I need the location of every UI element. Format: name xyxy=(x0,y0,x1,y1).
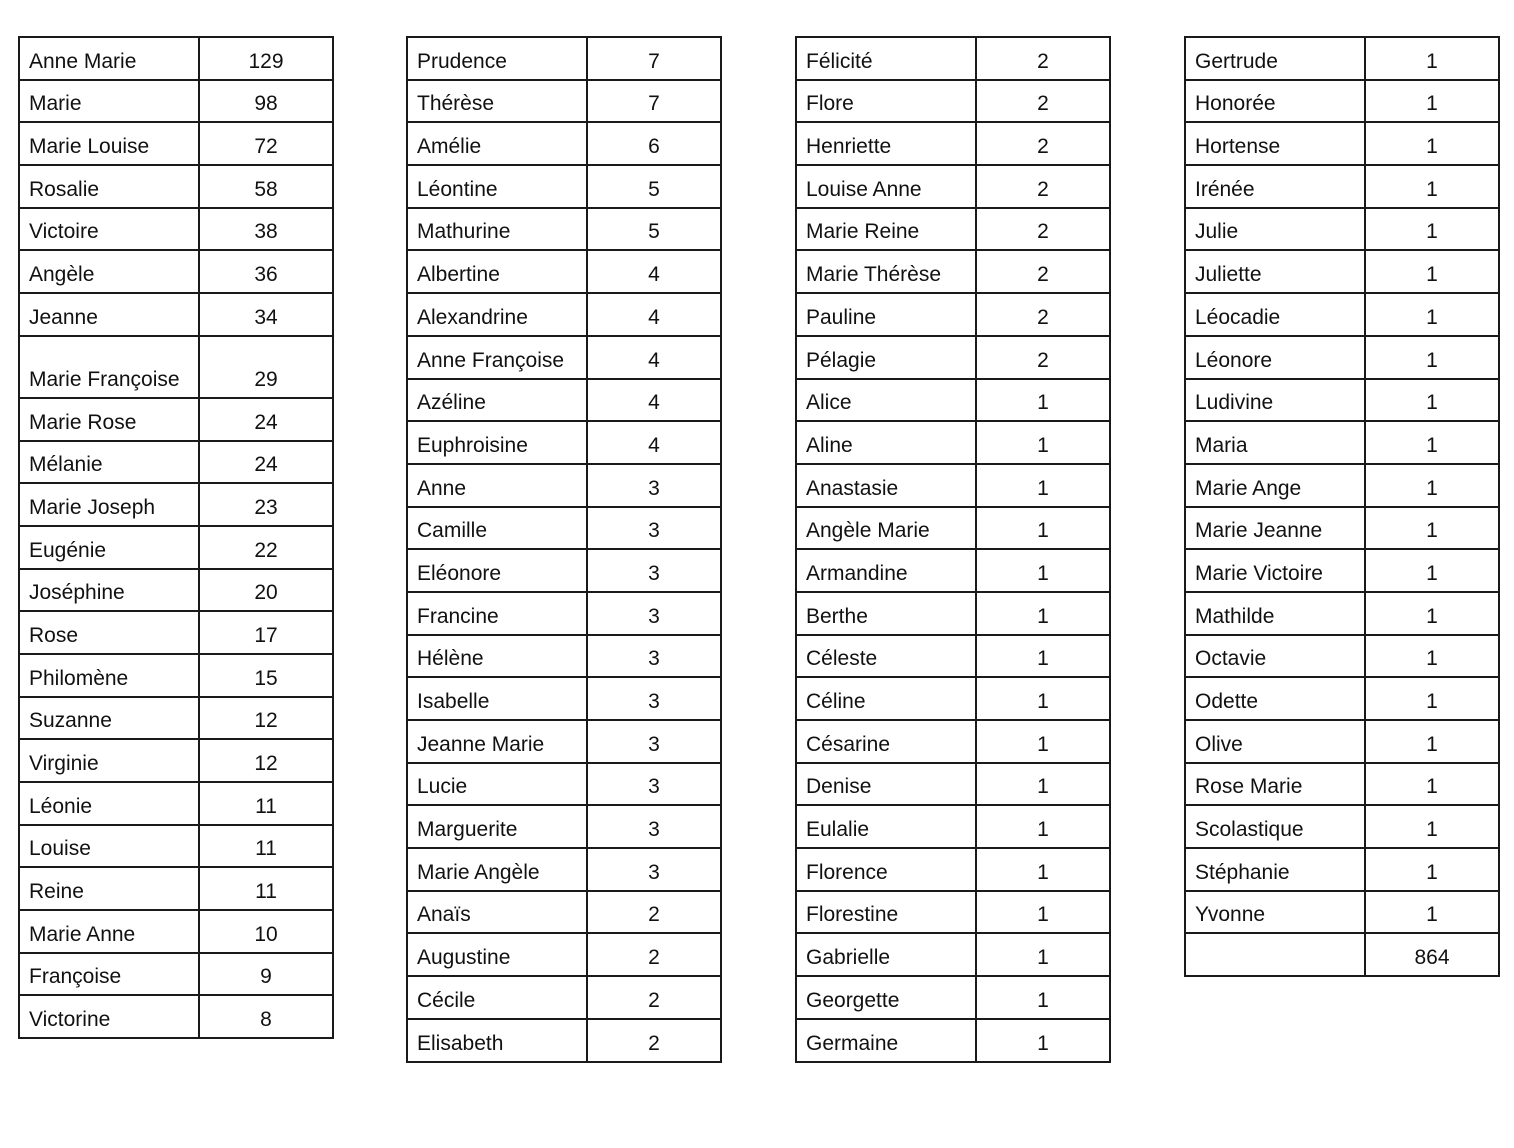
table-row xyxy=(796,848,1110,891)
table-row xyxy=(19,526,333,569)
name-cell xyxy=(1185,933,1365,976)
count-cell: 3 xyxy=(587,763,721,806)
count-cell: 1 xyxy=(976,933,1110,976)
name-cell: Marie Victoire xyxy=(1185,549,1365,592)
name-cell: Alice xyxy=(796,379,976,422)
count-cell: 1 xyxy=(1365,122,1499,165)
name-cell: Marie Reine xyxy=(796,208,976,251)
count-cell: 1 xyxy=(1365,379,1499,422)
table-row xyxy=(407,250,721,293)
count-cell: 3 xyxy=(587,635,721,678)
table-row xyxy=(407,208,721,251)
name-cell: Juliette xyxy=(1185,250,1365,293)
table-row xyxy=(796,165,1110,208)
name-cell: Pauline xyxy=(796,293,976,336)
table-row xyxy=(407,165,721,208)
count-cell: 7 xyxy=(587,80,721,123)
table-row xyxy=(19,398,333,441)
name-cell: Louise Anne xyxy=(796,165,976,208)
name-cell: Octavie xyxy=(1185,635,1365,678)
count-cell: 1 xyxy=(1365,805,1499,848)
name-cell: Jeanne xyxy=(19,293,199,336)
count-cell: 1 xyxy=(976,805,1110,848)
table-row xyxy=(19,995,333,1038)
name-cell: Honorée xyxy=(1185,80,1365,123)
count-cell: 11 xyxy=(199,782,333,825)
count-cell: 11 xyxy=(199,867,333,910)
name-cell: Prudence xyxy=(407,37,587,80)
name-cell: Mélanie xyxy=(19,441,199,484)
table-row xyxy=(1185,250,1499,293)
table-row xyxy=(796,635,1110,678)
count-cell: 7 xyxy=(587,37,721,80)
count-cell: 1 xyxy=(1365,421,1499,464)
count-cell: 3 xyxy=(587,720,721,763)
table-row xyxy=(407,848,721,891)
count-cell: 2 xyxy=(587,891,721,934)
name-cell: Pélagie xyxy=(796,336,976,379)
table-row xyxy=(796,507,1110,550)
name-cell: Flore xyxy=(796,80,976,123)
table-row xyxy=(1185,720,1499,763)
table-row xyxy=(796,208,1110,251)
table-row xyxy=(407,464,721,507)
name-cell: Marie Rose xyxy=(19,398,199,441)
table-row xyxy=(407,80,721,123)
table-row xyxy=(407,635,721,678)
count-cell: 4 xyxy=(587,250,721,293)
table-row xyxy=(407,720,721,763)
table-row xyxy=(407,933,721,976)
table-row xyxy=(19,336,333,398)
table-row xyxy=(407,805,721,848)
name-cell: Germaine xyxy=(796,1019,976,1062)
name-cell: Marie Jeanne xyxy=(1185,507,1365,550)
name-cell: Euphroisine xyxy=(407,421,587,464)
table-row xyxy=(1185,677,1499,720)
count-cell: 12 xyxy=(199,697,333,740)
table-row xyxy=(407,891,721,934)
table-row xyxy=(796,421,1110,464)
count-cell: 1 xyxy=(1365,549,1499,592)
table-row xyxy=(796,336,1110,379)
name-cell: Stéphanie xyxy=(1185,848,1365,891)
count-cell: 2 xyxy=(587,933,721,976)
name-cell: Léocadie xyxy=(1185,293,1365,336)
name-cell: Gertrude xyxy=(1185,37,1365,80)
table-row xyxy=(19,611,333,654)
count-cell: 1 xyxy=(1365,293,1499,336)
name-cell: Marguerite xyxy=(407,805,587,848)
name-cell: Isabelle xyxy=(407,677,587,720)
table-row xyxy=(796,464,1110,507)
count-cell: 1 xyxy=(1365,635,1499,678)
count-cell: 1 xyxy=(976,677,1110,720)
table-row xyxy=(1185,933,1499,976)
count-cell: 1 xyxy=(1365,677,1499,720)
count-cell: 3 xyxy=(587,677,721,720)
table-row xyxy=(19,37,333,80)
count-cell: 5 xyxy=(587,208,721,251)
name-cell: Florestine xyxy=(796,891,976,934)
names-table-2 xyxy=(406,36,722,1063)
name-cell: Berthe xyxy=(796,592,976,635)
table-row xyxy=(1185,549,1499,592)
table-row xyxy=(19,654,333,697)
table-row xyxy=(1185,421,1499,464)
name-cell: Georgette xyxy=(796,976,976,1019)
count-cell: 1 xyxy=(1365,891,1499,934)
table-row xyxy=(1185,464,1499,507)
table-row xyxy=(796,592,1110,635)
name-cell: Marie Thérèse xyxy=(796,250,976,293)
name-cell: Rose Marie xyxy=(1185,763,1365,806)
name-cell: Amélie xyxy=(407,122,587,165)
table-row xyxy=(1185,848,1499,891)
table-row xyxy=(1185,336,1499,379)
count-cell: 6 xyxy=(587,122,721,165)
count-cell: 11 xyxy=(199,825,333,868)
names-table-3 xyxy=(795,36,1111,1063)
name-cell: Francine xyxy=(407,592,587,635)
table-row xyxy=(1185,208,1499,251)
table-row xyxy=(796,250,1110,293)
count-cell: 1 xyxy=(1365,464,1499,507)
name-cell: Gabrielle xyxy=(796,933,976,976)
names-table-4 xyxy=(1184,36,1500,977)
table-row xyxy=(19,825,333,868)
count-cell: 29 xyxy=(199,336,333,398)
name-cell: Marie xyxy=(19,80,199,123)
count-cell: 1 xyxy=(976,507,1110,550)
table-row xyxy=(19,782,333,825)
name-cell: Julie xyxy=(1185,208,1365,251)
table-row xyxy=(1185,805,1499,848)
name-cell: Lucie xyxy=(407,763,587,806)
table-row xyxy=(19,250,333,293)
count-cell: 4 xyxy=(587,293,721,336)
table-row xyxy=(407,379,721,422)
table-row xyxy=(1185,891,1499,934)
count-cell: 2 xyxy=(976,80,1110,123)
count-cell: 24 xyxy=(199,398,333,441)
table-row xyxy=(1185,379,1499,422)
table-row xyxy=(796,891,1110,934)
name-cell: Anastasie xyxy=(796,464,976,507)
table-row xyxy=(407,421,721,464)
count-cell: 9 xyxy=(199,953,333,996)
count-cell: 24 xyxy=(199,441,333,484)
count-cell: 2 xyxy=(976,165,1110,208)
name-cell: Césarine xyxy=(796,720,976,763)
table-row xyxy=(407,293,721,336)
name-cell: Reine xyxy=(19,867,199,910)
table-row xyxy=(796,763,1110,806)
name-cell: Camille xyxy=(407,507,587,550)
count-cell: 1 xyxy=(1365,507,1499,550)
count-cell: 22 xyxy=(199,526,333,569)
count-cell: 1 xyxy=(1365,336,1499,379)
table-row xyxy=(407,37,721,80)
count-cell: 4 xyxy=(587,379,721,422)
count-cell: 2 xyxy=(976,293,1110,336)
count-cell: 1 xyxy=(976,549,1110,592)
table-row xyxy=(19,910,333,953)
name-cell: Céleste xyxy=(796,635,976,678)
count-cell: 1 xyxy=(976,464,1110,507)
name-cell: Jeanne Marie xyxy=(407,720,587,763)
name-cell: Mathilde xyxy=(1185,592,1365,635)
count-cell: 72 xyxy=(199,122,333,165)
count-cell: 3 xyxy=(587,464,721,507)
count-cell: 38 xyxy=(199,208,333,251)
table-row xyxy=(1185,80,1499,123)
table-row xyxy=(796,80,1110,123)
count-cell: 864 xyxy=(1365,933,1499,976)
table-row xyxy=(19,80,333,123)
name-cell: Françoise xyxy=(19,953,199,996)
table-row xyxy=(19,953,333,996)
table-row xyxy=(19,293,333,336)
table-row xyxy=(796,549,1110,592)
name-cell: Anaïs xyxy=(407,891,587,934)
count-cell: 129 xyxy=(199,37,333,80)
table-row xyxy=(407,1019,721,1062)
name-cell: Albertine xyxy=(407,250,587,293)
count-cell: 17 xyxy=(199,611,333,654)
name-cell: Léontine xyxy=(407,165,587,208)
name-cell: Henriette xyxy=(796,122,976,165)
name-cell: Virginie xyxy=(19,739,199,782)
table-row xyxy=(796,379,1110,422)
name-cell: Florence xyxy=(796,848,976,891)
count-cell: 2 xyxy=(976,37,1110,80)
name-cell: Elisabeth xyxy=(407,1019,587,1062)
table-row xyxy=(407,677,721,720)
count-cell: 5 xyxy=(587,165,721,208)
table-row xyxy=(19,122,333,165)
name-cell: Marie Ange xyxy=(1185,464,1365,507)
name-cell: Anne Françoise xyxy=(407,336,587,379)
name-cell: Suzanne xyxy=(19,697,199,740)
count-cell: 3 xyxy=(587,549,721,592)
name-cell: Marie Angèle xyxy=(407,848,587,891)
count-cell: 98 xyxy=(199,80,333,123)
table-row xyxy=(407,976,721,1019)
count-cell: 4 xyxy=(587,336,721,379)
table-row xyxy=(1185,37,1499,80)
name-cell: Marie Joseph xyxy=(19,483,199,526)
count-cell: 1 xyxy=(1365,592,1499,635)
name-cell: Maria xyxy=(1185,421,1365,464)
table-row xyxy=(796,976,1110,1019)
table-row xyxy=(407,763,721,806)
name-cell: Marie Louise xyxy=(19,122,199,165)
count-cell: 1 xyxy=(976,592,1110,635)
table-row xyxy=(19,165,333,208)
count-cell: 1 xyxy=(1365,250,1499,293)
table-row xyxy=(796,1019,1110,1062)
table-row xyxy=(796,677,1110,720)
count-cell: 2 xyxy=(587,976,721,1019)
name-cell: Angèle Marie xyxy=(796,507,976,550)
count-cell: 2 xyxy=(587,1019,721,1062)
name-cell: Félicité xyxy=(796,37,976,80)
count-cell: 3 xyxy=(587,507,721,550)
count-cell: 2 xyxy=(976,122,1110,165)
name-cell: Augustine xyxy=(407,933,587,976)
count-cell: 1 xyxy=(1365,720,1499,763)
name-cell: Joséphine xyxy=(19,569,199,612)
name-cell: Armandine xyxy=(796,549,976,592)
name-cell: Anne Marie xyxy=(19,37,199,80)
table-row xyxy=(407,592,721,635)
count-cell: 1 xyxy=(1365,763,1499,806)
name-cell: Yvonne xyxy=(1185,891,1365,934)
table-row xyxy=(407,122,721,165)
name-cell: Léonie xyxy=(19,782,199,825)
table-row xyxy=(407,507,721,550)
count-cell: 1 xyxy=(976,635,1110,678)
name-cell: Rosalie xyxy=(19,165,199,208)
name-cell: Louise xyxy=(19,825,199,868)
name-cell: Ludivine xyxy=(1185,379,1365,422)
table-row xyxy=(19,208,333,251)
name-cell: Irénée xyxy=(1185,165,1365,208)
name-cell: Marie Françoise xyxy=(19,336,199,398)
table-row xyxy=(19,697,333,740)
name-cell: Hortense xyxy=(1185,122,1365,165)
name-cell: Eugénie xyxy=(19,526,199,569)
table-row xyxy=(1185,507,1499,550)
table-row xyxy=(19,569,333,612)
count-cell: 1 xyxy=(976,976,1110,1019)
name-cell: Léonore xyxy=(1185,336,1365,379)
count-cell: 1 xyxy=(1365,848,1499,891)
name-cell: Victorine xyxy=(19,995,199,1038)
count-cell: 2 xyxy=(976,336,1110,379)
name-cell: Olive xyxy=(1185,720,1365,763)
count-cell: 1 xyxy=(976,763,1110,806)
name-cell: Philomène xyxy=(19,654,199,697)
count-cell: 1 xyxy=(1365,165,1499,208)
count-cell: 1 xyxy=(976,1019,1110,1062)
table-row xyxy=(407,549,721,592)
table-row xyxy=(19,867,333,910)
table-row xyxy=(1185,165,1499,208)
count-cell: 8 xyxy=(199,995,333,1038)
name-cell: Alexandrine xyxy=(407,293,587,336)
table-row xyxy=(19,739,333,782)
table-row xyxy=(796,933,1110,976)
table-row xyxy=(19,441,333,484)
name-cell: Marie Anne xyxy=(19,910,199,953)
name-cell: Hélène xyxy=(407,635,587,678)
table-row xyxy=(1185,122,1499,165)
count-cell: 1 xyxy=(976,379,1110,422)
count-cell: 12 xyxy=(199,739,333,782)
count-cell: 10 xyxy=(199,910,333,953)
count-cell: 15 xyxy=(199,654,333,697)
count-cell: 1 xyxy=(976,891,1110,934)
table-row xyxy=(796,805,1110,848)
count-cell: 3 xyxy=(587,592,721,635)
name-cell: Denise xyxy=(796,763,976,806)
count-cell: 1 xyxy=(1365,208,1499,251)
table-row xyxy=(1185,293,1499,336)
count-cell: 34 xyxy=(199,293,333,336)
count-cell: 2 xyxy=(976,208,1110,251)
names-table-1 xyxy=(18,36,334,1039)
table-row xyxy=(796,293,1110,336)
name-cell: Rose xyxy=(19,611,199,654)
table-row xyxy=(796,720,1110,763)
count-cell: 3 xyxy=(587,848,721,891)
count-cell: 1 xyxy=(976,421,1110,464)
count-cell: 1 xyxy=(1365,80,1499,123)
count-cell: 4 xyxy=(587,421,721,464)
count-cell: 2 xyxy=(976,250,1110,293)
count-cell: 20 xyxy=(199,569,333,612)
count-cell: 1 xyxy=(976,848,1110,891)
name-cell: Eléonore xyxy=(407,549,587,592)
count-cell: 3 xyxy=(587,805,721,848)
name-cell: Mathurine xyxy=(407,208,587,251)
count-cell: 23 xyxy=(199,483,333,526)
count-cell: 1 xyxy=(976,720,1110,763)
table-row xyxy=(407,336,721,379)
name-cell: Thérèse xyxy=(407,80,587,123)
name-cell: Eulalie xyxy=(796,805,976,848)
count-cell: 36 xyxy=(199,250,333,293)
table-row xyxy=(1185,635,1499,678)
table-row xyxy=(796,37,1110,80)
name-cell: Azéline xyxy=(407,379,587,422)
name-cell: Scolastique xyxy=(1185,805,1365,848)
name-cell: Aline xyxy=(796,421,976,464)
table-row xyxy=(796,122,1110,165)
count-cell: 58 xyxy=(199,165,333,208)
table-row xyxy=(1185,592,1499,635)
name-cell: Cécile xyxy=(407,976,587,1019)
name-cell: Victoire xyxy=(19,208,199,251)
name-cell: Odette xyxy=(1185,677,1365,720)
count-cell: 1 xyxy=(1365,37,1499,80)
name-cell: Angèle xyxy=(19,250,199,293)
table-row xyxy=(19,483,333,526)
name-cell: Anne xyxy=(407,464,587,507)
name-cell: Céline xyxy=(796,677,976,720)
table-row xyxy=(1185,763,1499,806)
